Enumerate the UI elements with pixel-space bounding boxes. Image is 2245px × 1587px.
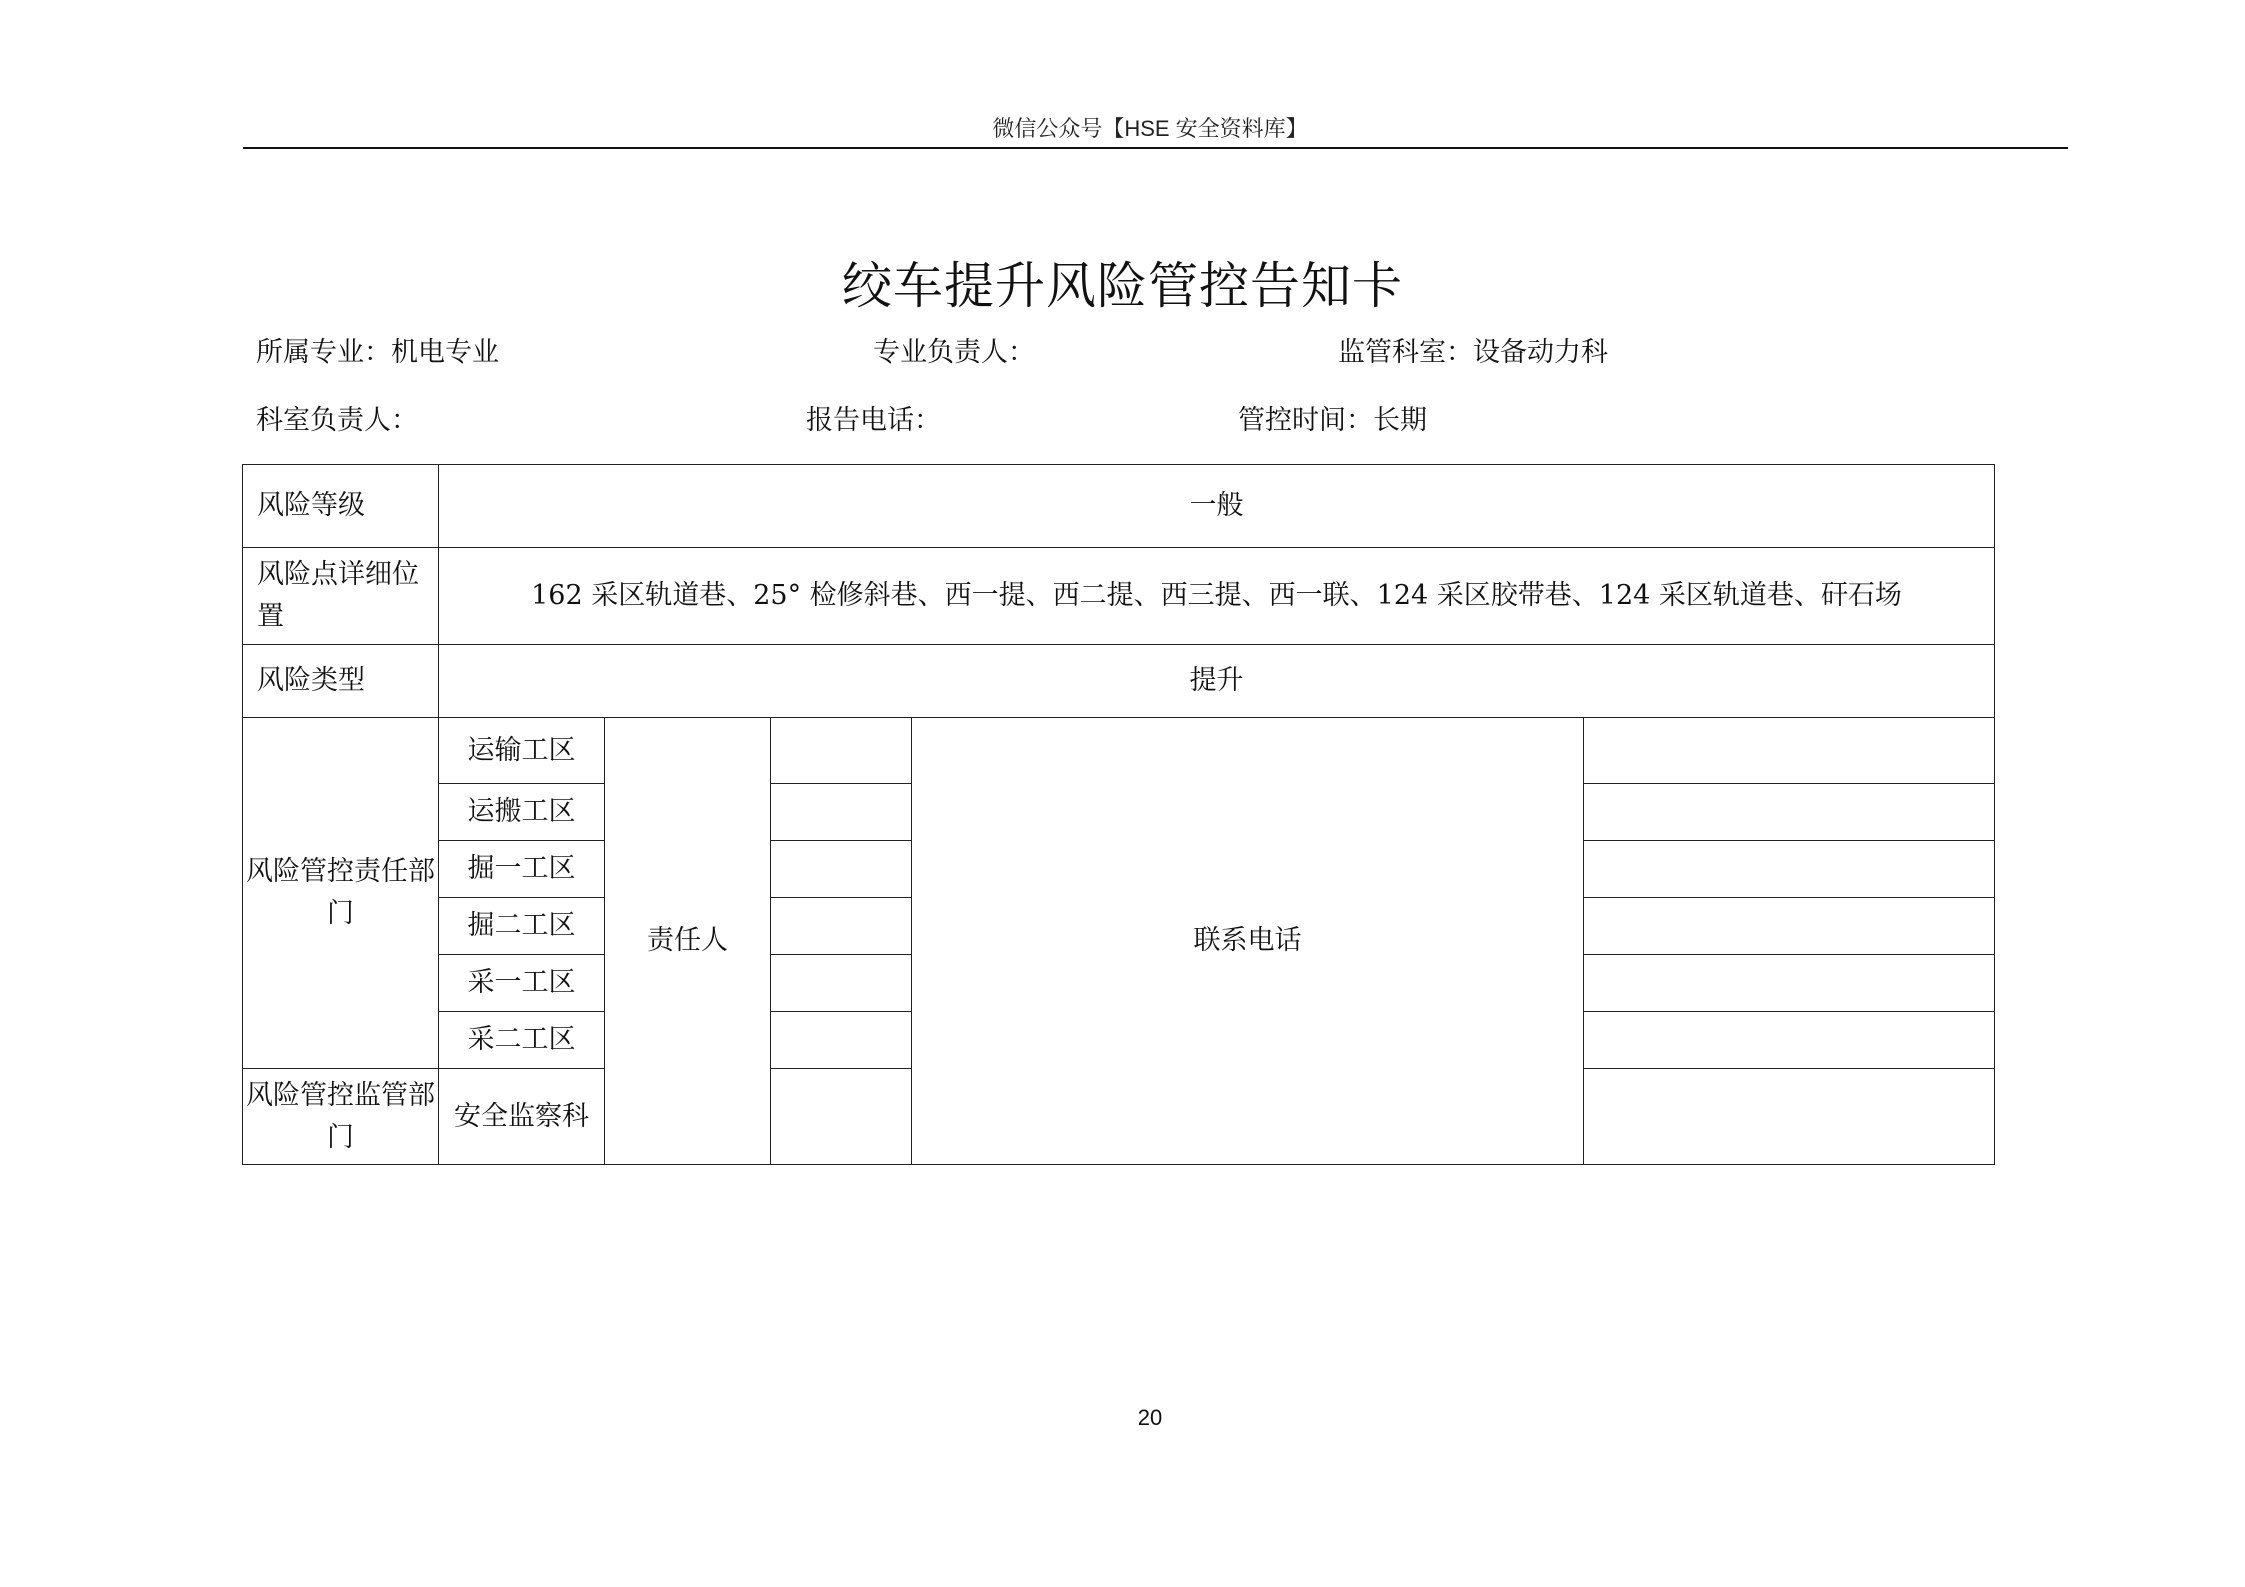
supervising-dept-label: 风险管控监管部门 <box>243 1069 439 1165</box>
phone-cell <box>1584 1069 1995 1165</box>
person-cell <box>771 1069 912 1165</box>
page-header: 微信公众号【HSE 安全资料库】 <box>992 116 1308 141</box>
unit-name: 采一工区 <box>439 955 605 1012</box>
unit-name: 掘一工区 <box>439 841 605 898</box>
unit-name: 安全监察科 <box>439 1069 605 1165</box>
phone-cell <box>1584 784 1995 841</box>
control-time-label: 管控时间：长期 <box>1238 405 1427 436</box>
person-cell <box>771 898 912 955</box>
unit-name: 运搬工区 <box>439 784 605 841</box>
risk-type-label: 风险类型 <box>243 645 439 718</box>
specialty-owner-label: 专业负责人： <box>873 337 1035 368</box>
phone-label: 联系电话 <box>912 718 1584 1165</box>
report-phone-label: 报告电话： <box>806 405 941 436</box>
phone-cell <box>1584 718 1995 784</box>
risk-level-value: 一般 <box>439 465 1995 548</box>
person-label: 责任人 <box>605 718 771 1165</box>
table-row <box>243 548 1995 645</box>
office-owner-label: 科室负责人： <box>256 405 418 436</box>
phone-cell <box>1584 898 1995 955</box>
phone-cell <box>1584 955 1995 1012</box>
unit-name: 采二工区 <box>439 1012 605 1069</box>
unit-name: 掘二工区 <box>439 898 605 955</box>
table-row <box>243 465 1995 548</box>
table-row <box>243 645 1995 718</box>
phone-cell <box>1584 1012 1995 1069</box>
page-number: 20 <box>1137 1405 1163 1430</box>
person-cell <box>771 718 912 784</box>
person-cell <box>771 955 912 1012</box>
risk-level-label: 风险等级 <box>243 465 439 548</box>
location-label: 风险点详细位置 <box>243 548 439 645</box>
supervising-office-label: 监管科室：设备动力科 <box>1338 337 1608 368</box>
header-divider <box>243 147 2068 149</box>
responsible-dept-label: 风险管控责任部门 <box>243 718 439 1069</box>
specialty-label: 所属专业：机电专业 <box>256 337 499 368</box>
phone-cell <box>1584 841 1995 898</box>
unit-name: 运输工区 <box>439 718 605 784</box>
card-title: 绞车提升风险管控告知卡 <box>842 257 1403 315</box>
person-cell <box>771 841 912 898</box>
person-cell <box>771 784 912 841</box>
location-value: 162 采区轨道巷、25° 检修斜巷、西一提、西二提、西三提、西一联、124 采区胶带巷、124 采区轨道巷、矸石场 <box>439 548 1995 645</box>
person-cell <box>771 1012 912 1069</box>
table-row <box>243 718 1995 784</box>
risk-type-value: 提升 <box>439 645 1995 718</box>
risk-card-table <box>242 464 1995 1165</box>
